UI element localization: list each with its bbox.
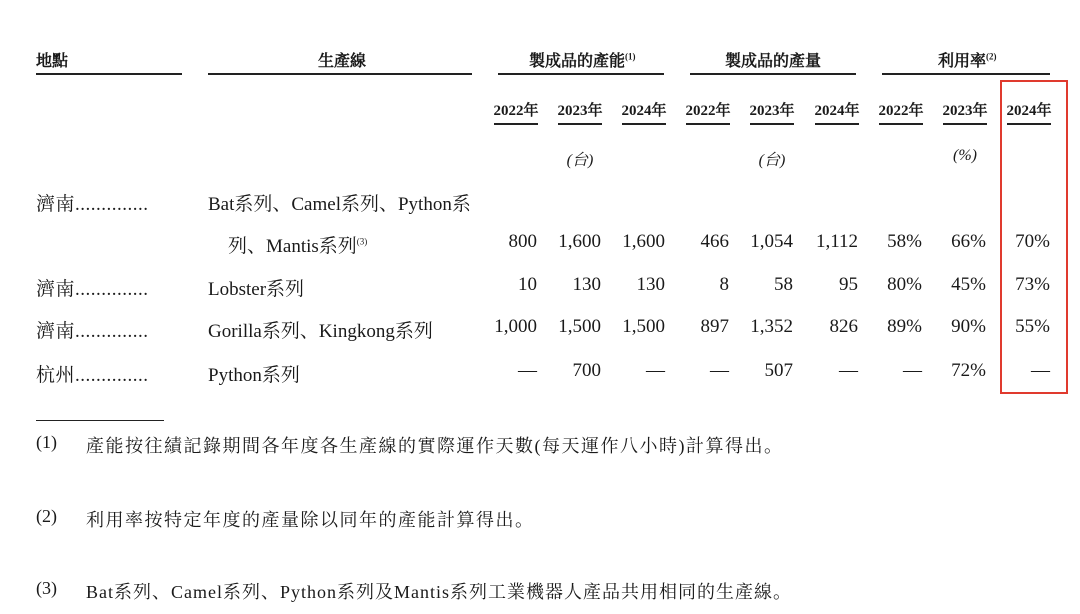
row-location: 杭州.............. xyxy=(36,365,149,386)
year-header: 2023年 xyxy=(749,103,795,119)
year-header: 2024年 xyxy=(621,103,667,119)
cell-utilization-2024: — xyxy=(1031,360,1050,381)
year-underline xyxy=(686,123,730,125)
cell-capacity-2022: 10 xyxy=(518,274,537,295)
cell-capacity-2023: 130 xyxy=(572,274,601,295)
footnote-number: (3) xyxy=(36,578,57,598)
cell-utilization-2024: 55% xyxy=(1015,316,1050,337)
unit-utilization: (%) xyxy=(953,147,977,164)
cell-capacity-2022: 1,000 xyxy=(494,316,537,337)
row-location: 濟南.............. xyxy=(36,279,149,300)
cell-output-2023: 1,054 xyxy=(750,231,793,252)
year-underline xyxy=(622,123,666,125)
footnote-text: 產能按往績記錄期間各年度各生產線的實際運作天數(每天運作八小時)計算得出。 xyxy=(86,436,784,456)
cell-capacity-2024: 130 xyxy=(636,274,665,295)
unit-capacity: (台) xyxy=(566,152,594,169)
cell-capacity-2023: 1,500 xyxy=(558,316,601,337)
cell-output-2024: 826 xyxy=(829,316,858,337)
cell-output-2022: — xyxy=(710,360,729,381)
cell-output-2022: 8 xyxy=(719,274,729,295)
row-location: 濟南.............. xyxy=(36,321,149,342)
year-header: 2023年 xyxy=(557,103,603,119)
cell-output-2024: 95 xyxy=(839,274,858,295)
header-capacity: 製成品的產能$^{(1)}$ xyxy=(529,51,636,70)
header-utilization: 利用率$^{(2)}$ xyxy=(938,51,997,70)
cell-output-2022: 897 xyxy=(700,316,729,337)
cell-utilization-2024: 70% xyxy=(1015,231,1050,252)
row-production-line: Lobster系列 xyxy=(208,279,305,300)
cell-utilization-2024: 73% xyxy=(1015,274,1050,295)
year-header: 2024年 xyxy=(814,103,860,119)
cell-output-2023: 58 xyxy=(774,274,793,295)
year-underline xyxy=(815,123,859,125)
year-header: 2024年 xyxy=(1006,103,1052,119)
header-location-underline xyxy=(36,73,182,75)
unit-output: (台) xyxy=(758,152,786,169)
cell-capacity-2024: 1,500 xyxy=(622,316,665,337)
cell-utilization-2022: 80% xyxy=(887,274,922,295)
cell-utilization-2022: — xyxy=(903,360,922,381)
cell-utilization-2023: 45% xyxy=(951,274,986,295)
header-capacity-underline xyxy=(498,73,664,75)
cell-capacity-2024: 1,600 xyxy=(622,231,665,252)
row-production-line: Python系列 xyxy=(208,365,300,386)
header-production-line-underline xyxy=(208,73,472,75)
year-underline xyxy=(750,123,794,125)
cell-capacity-2024: — xyxy=(646,360,665,381)
year-header: 2023年 xyxy=(942,103,988,119)
cell-output-2024: 1,112 xyxy=(815,231,858,252)
year-header: 2022年 xyxy=(493,103,539,119)
footnote-text: Bat系列、Camel系列、Python系列及Mantis系列工業機器人產品共用相同的生產線。 xyxy=(86,582,792,602)
cell-utilization-2023: 90% xyxy=(951,316,986,337)
cell-output-2024: — xyxy=(839,360,858,381)
row-production-line: Bat系列、Camel系列、Python系 xyxy=(208,194,471,215)
footnote-number: (2) xyxy=(36,506,57,526)
year-underline xyxy=(558,123,602,125)
footnote-text: 利用率按特定年度的產量除以同年的產能計算得出。 xyxy=(86,510,535,530)
cell-output-2022: 466 xyxy=(700,231,729,252)
footnote-separator xyxy=(36,420,164,421)
cell-capacity-2022: — xyxy=(518,360,537,381)
footnote-number: (1) xyxy=(36,432,57,452)
year-underline xyxy=(879,123,923,125)
row-production-line: Gorilla系列、Kingkong系列 xyxy=(208,321,433,342)
cell-utilization-2022: 58% xyxy=(887,231,922,252)
cell-output-2023: 507 xyxy=(764,360,793,381)
header-production-line: 生產線 xyxy=(318,53,367,70)
header-output: 製成品的產量 xyxy=(725,53,822,70)
cell-utilization-2023: 72% xyxy=(951,360,986,381)
year-header: 2022年 xyxy=(878,103,924,119)
row-production-line-cont: 列、Mantis系列$^{(3)}$ xyxy=(228,236,368,257)
header-output-underline xyxy=(690,73,856,75)
cell-capacity-2023: 1,600 xyxy=(558,231,601,252)
cell-capacity-2023: 700 xyxy=(572,360,601,381)
cell-utilization-2022: 89% xyxy=(887,316,922,337)
year-underline xyxy=(494,123,538,125)
header-location: 地點 xyxy=(36,53,69,70)
year-underline xyxy=(943,123,987,125)
row-location: 濟南.............. xyxy=(36,194,149,215)
cell-output-2023: 1,352 xyxy=(750,316,793,337)
year-header: 2022年 xyxy=(685,103,731,119)
cell-utilization-2023: 66% xyxy=(951,231,986,252)
header-utilization-underline xyxy=(882,73,1050,75)
cell-capacity-2022: 800 xyxy=(508,231,537,252)
highlight-box xyxy=(1000,80,1068,394)
